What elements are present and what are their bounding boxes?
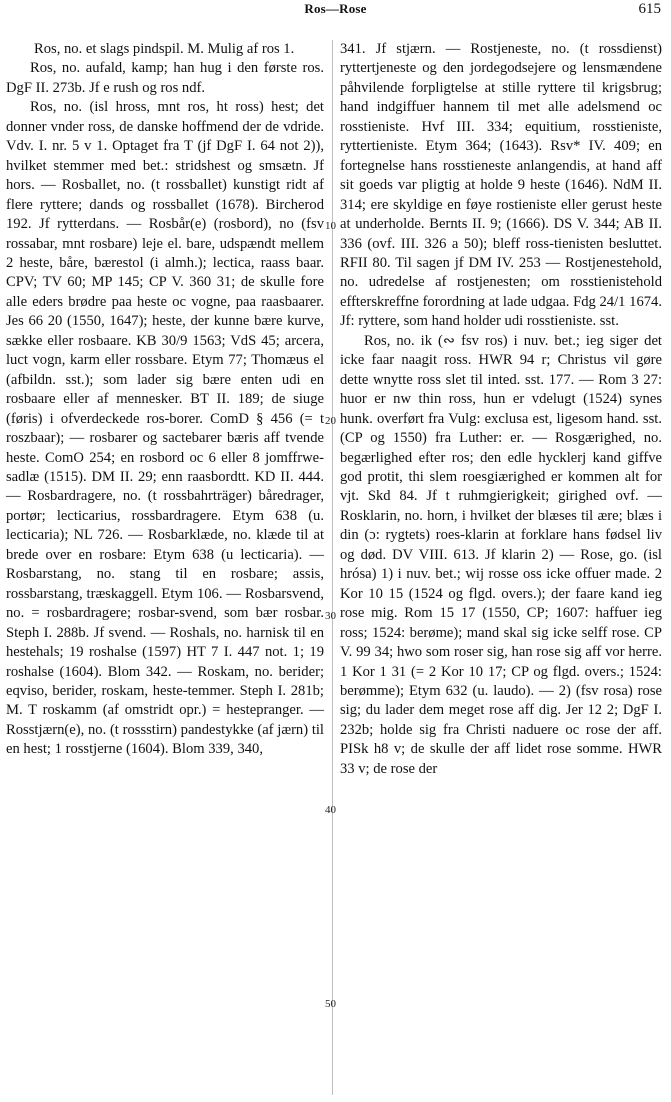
entry-ros-praise: Ros, no. ik (∾ fsv ros) i nuv. bet.; ieg siger det icke faar naagit ross. HWR 94 r; Christus vil gøre dette wnytte ross slet til inted. sst. 177. — Rom 3 27: huor er nw thin ross, hun er vdelugt (1524) synes hunk. overført fra Vulg: exclusa est, ligesom hand. sst. (CP og 1550) fra Luther: er. — Rosgærighed, no. begærlighed efter ros; den edle hycklerj kand giffve god protit, thi slem roesgiærighed er kommen alt for vjt. Skd 84. Jf t ruhmgierigkeit; girighed ovf. — Rosklarin, no. horn, i hvilket der blæses til ære; blæs i din (ɔ: rygtets) roes-klarin at forklare hans fødsel liv og død. DV VIII. 613. Jf klarin 2) — Rose, go. (isl hrósa) 1) i nuv. bet.; wij rosse oss icke offuer made. 2 Kor 10 15 (1524 og flgd. overs.); der faare kand ieg rose mig. Rom 15 17 (1550, CP; 1607: haffuer ieg ross; 1524: berøme); mand skal sig icke selff rose. CP V. 99 34; hwo som roser sig, han rose sig aff vor herre. 1 Kor 1 31 (= 2 Kor 10 17; CP og flgd. overs.; 1524: berømme); Etym 632 (u. laudo). — 2) (fsv rosa) rose sig; du lader dem meget rose aff dig. Jer 12 2; DgF I. 232b; holde sig fra Christi naduere oc rose der aff. PISk h8 v; de skulle der aff lidet rose somme. HWR 33 v; de rose der [340, 332, 662, 777]
line-number: 20 [325, 415, 336, 427]
entry-ros-kamp: Ros, no. aufald, kamp; han hug i den første ros. DgF II. 273b. Jf e rush og ros ndf. [6, 60, 324, 96]
page-number: 615 [638, 1, 661, 17]
entry-ros-hest: Ros, no. (isl hross, mnt ros, ht ross) hest; det donner vnder ross, de danske hoffmend der de vdride. Vdv. I. nr. 5 v 1. Optaget fra T (jf DgF I. 64 not 2)), hvilket stemmer med bet.: stridshest og smsætn. Jf hors. — Rosballet, no. (t rossballet) kunstigt ridt af flere ryttere; dands og rossballet (1678). Bircherod 192. Jf rytterdans. — Rosbår(e) (rosbord), no (fsv rossabar, mnt rosbare) leje el. bare, udspændt mellem 2 heste, båre, bærestol (i almh.); lectica, raass baar. CPV; TV 60; MP 145; CP V. 360 31; de skulle fore alle eders brødre paa heste oc vogne, paa raasbaarer. Jes 66 20 (1550, 1647); heste, der kunne bære kurve, sække eller rosbaare. KB 30/9 1563; VdS 45; arcera, luct vogn, karm eller rossbare. Etym 77; Thomæus el (afbildn. sst.); som lader sig bære enten udi en rosbaare eller af mennesker. BT II. 189; de siuge (føris) i ofverdeckede ros-borer. ComD § 456 (= t roszbaar); — rosbarer og sactebarer bæris aff tvende heste. ComO 254; en rosbord oc 6 eller 8 jomffrwe-sadlæ (1515). DM II. 29; enn raasbordtt. KD II. 444. — Rosbardragere, no. (t rossbahrträger) båredrager, portør; lecticarius, rossbardragere. Etym 638 (u. lecticaria); NL 726. — Rosbarklæde, no. klæde til at brede over en rosbare: Etym 638 (u lecticaria). — Rosbarstang, no. stang til en rosbare; assis, rossbarstang, træskaggell. Etym 106. — Rosbarsvend, no. = rosbardragere; rosbar-svend, som bær rosbar. Steph I. 288b. Jf svend. — Roshals, no. harnisk til en hestehals; 19 roshalse (1597) HT 7 I. 447 not. 1; 19 roshalse (1604). Blom 342. — Roskam, no. berider; eqviso, berider, roskam, heste-temmer. Steph I. 281b; M. T roskamm (af omstridt opr.) = hestepranger. — Rosstjærn(e), no. (t rossstirn) pandestykke (af jærn) til en hest; 1 rosstjerne (1604). Blom 339, 340, [6, 99, 324, 758]
line-number: 10 [325, 220, 336, 232]
right-column [340, 40, 662, 779]
line-number: 50 [325, 998, 336, 1010]
line-number: 40 [325, 804, 336, 816]
running-head: Ros—Rose [304, 1, 367, 16]
line-number: 30 [325, 610, 336, 622]
column-divider [332, 40, 333, 1095]
left-column [6, 40, 324, 760]
page-header [0, 0, 671, 20]
entry-ros-pindspil: Ros, no. et slags pindspil. M. Mulig af ros 1. [34, 41, 295, 57]
entry-continuation: 341. Jf stjærn. — Rostjeneste, no. (t rossdienst) ryttertjeneste og den jordegodsejere og lensmændene påhvilende forpligtelse at stille ryttere til krigsbrug; hand indgiffuer hannem til met alle adelsmend oc rosstieniste. Hvf III. 334; equitium, rosstieniste, ryttertieniste. Etym 364; (1643). Rsv* IV. 409; en fortegnelse hans rosstieneste anlangendis, at hand aff sit goeds var pligtig at holde 9 heste (1646). NdM II. 314; ere skyldige en føye rostieniste eller gerust heste at underholde. Bernts II. 9; (1666). DS V. 344; AB II. 336 (ovf. III. 326 a 50); bleff ross-tienisten besluttet. RFII 80. Til sagen jf DM IV. 253 — Rostjenestehold, no. udredelse af rostjenesten; om rosstienistehold effterskreffne forordning at lade udgaa. Fdg 24/1 1674. Jf: ryttere, som hand holder udi rosstieniste. sst. [340, 41, 662, 330]
